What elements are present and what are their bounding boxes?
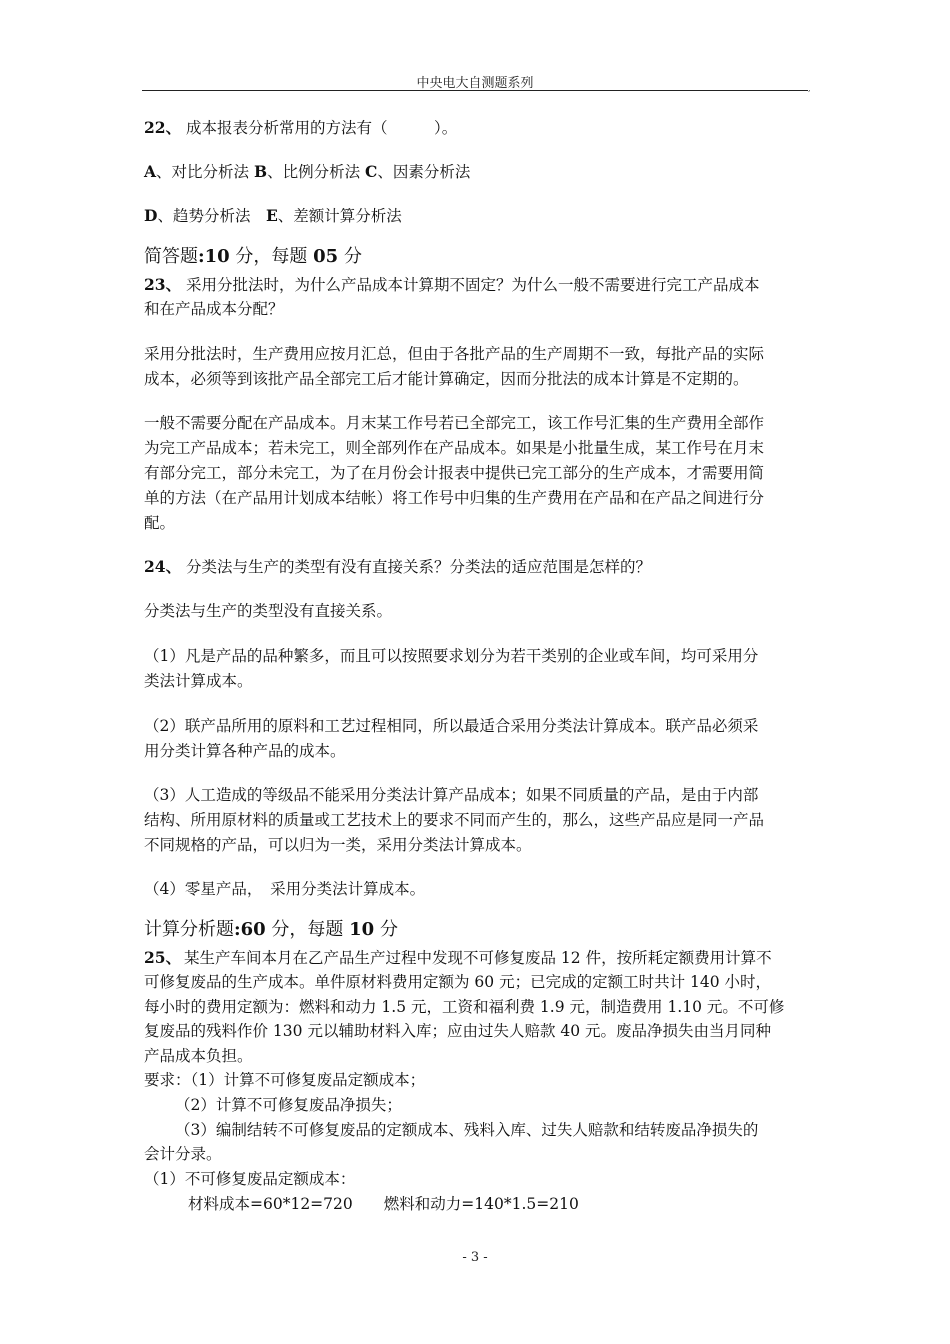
option-letter: E [265,206,278,225]
answer-23-p2-line-1: 一般不需要分配在产品成本。月末某工作号若已全部完工，该工作号汇集的生产费用全部作 [144,414,765,432]
option-letter: D [144,206,158,225]
solution-1-calc: 材料成本=60*12=720 燃料和动力=140*1.5=210 [188,1195,579,1213]
q22-options-line-1 [144,162,470,182]
answer-24-p2-line-2: 用分类计算各种产品的成本。 [144,742,346,760]
answer-24-p2-line-1: （2）联产品所用的原料和工艺过程相同，所以最适合采用分类法计算成本。联产品必须采 [144,717,759,735]
requirement-1: 要求：（1）计算不可修复废品定额成本； [144,1071,426,1089]
answer-24-p3-line-2: 结构、所用原材料的质量或工艺技术上的要求不同而产生的，那么，这些产品应是同一产品 [144,811,765,829]
header-mark: , [808,84,811,93]
option-text: 、对比分析法 [156,163,254,181]
question-25-line-3: 每小时的费用定额为：燃料和动力 1.5 元，工资和福利费 1.9 元，制造费用 1.10 元。不可修 [144,998,785,1016]
question-number: 23、 [144,275,182,294]
question-23-line-2: 和在产品成本分配？ [144,300,284,318]
section-label: 简答题 [144,246,198,267]
option-text: 、因素分析法 [377,163,471,181]
section-label-mid: 分，每题 [229,246,314,267]
requirement-3-line-1: （3）编制结转不可修复废品的定额成本、残料入库、过失人赔款和结转废品净损失的 [175,1121,759,1139]
answer-24-p4: （4）零星产品， 采用分类法计算成本。 [144,880,426,898]
section-each-score: 10 [349,919,375,940]
answer-23-p1-line-2: 成本，必须等到该批产品全部完工后才能计算确定，因而分批法的成本计算是不定期的。 [144,370,749,388]
question-25 [144,948,772,968]
question-number: 25、 [144,948,182,967]
solution-1-heading: （1）不可修复废品定额成本： [144,1170,356,1188]
answer-24-p1-line-2: 类法计算成本。 [144,672,253,690]
section-label: 计算分析题 [144,919,234,940]
section-each-score: 05 [313,246,339,267]
question-text: 采用分批法时，为什么产品成本计算期不固定？为什么一般不需要进行完工产品成本 [186,276,760,294]
page-header: 中央电大自测题系列 [416,76,534,91]
requirement-3-line-2: 会计分录。 [144,1145,222,1163]
q22-options-line-2 [144,206,402,226]
answer-23-p2-line-3: 有部分完工，部分未完工，为了在月份会计报表中提供已完工部分的生产成本，才需要用简 [144,464,765,482]
option-text: 、趋势分析法 [157,207,266,225]
option-text: 、差额计算分析法 [277,207,402,225]
answer-23-p2-line-4: 单的方法（在产品用计划成本结帐）将工作号中归集的生产费用在产品和在产品之间进行分 [144,489,765,507]
header-rule [142,90,808,91]
section-label-mid: 分，每题 [265,919,350,940]
question-25-line-2: 可修复废品的生产成本。单件原材料费用定额为 60 元；已完成的定额工时共计 140 小时， [144,973,772,991]
answer-23-p2-line-5: 配。 [144,514,176,532]
option-letter: A [144,162,157,181]
section-score: :10 [198,246,230,267]
question-24 [144,557,651,577]
question-text: 成本报表分析常用的方法有（ ）。 [186,119,458,137]
section-label-suffix: 分 [338,246,362,267]
answer-24-p0: 分类法与生产的类型没有直接关系。 [144,602,393,620]
question-25-line-5: 产品成本负担。 [144,1047,253,1065]
page-number: - 3 - [462,1250,488,1265]
answer-23-p2-line-2: 为完工产品成本；若未完工，则全部列作在产品成本。如果是小批量生成，某工作号在月末 [144,439,765,457]
option-letter: C [365,162,378,181]
section-heading-short-answer [144,247,362,267]
question-number: 22、 [144,118,182,137]
answer-24-p3-line-1: （3）人工造成的等级品不能采用分类法计算产品成本；如果不同质量的产品，是由于内部 [144,786,759,804]
option-letter: B [253,162,268,181]
section-score: :60 [234,919,266,940]
answer-24-p1-line-1: （1）凡是产品的品种繁多，而且可以按照要求划分为若干类别的企业或车间，均可采用分 [144,647,759,665]
section-heading-calculation [144,920,398,940]
question-text: 分类法与生产的类型有没有直接关系？分类法的适应范围是怎样的？ [186,558,652,576]
question-number: 24、 [144,557,182,576]
answer-24-p3-line-3: 不同规格的产品，可以归为一类，采用分类法计算成本。 [144,836,532,854]
option-text: 、比例分析法 [267,163,366,181]
question-22 [144,118,457,138]
answer-23-p1-line-1: 采用分批法时，生产费用应按月汇总，但由于各批产品的生产周期不一致，每批产品的实际 [144,345,765,363]
section-label-suffix: 分 [374,919,398,940]
question-text: 某生产车间本月在乙产品生产过程中发现不可修复废品 12 件，按所耗定额费用计算不 [184,949,772,967]
requirement-2: （2）计算不可修复废品净损失； [175,1096,402,1114]
question-25-line-4: 复废品的残料作价 130 元以辅助材料入库；应由过失人赔款 40 元。废品净损失由当月同种 [144,1022,772,1040]
question-23 [144,275,760,295]
